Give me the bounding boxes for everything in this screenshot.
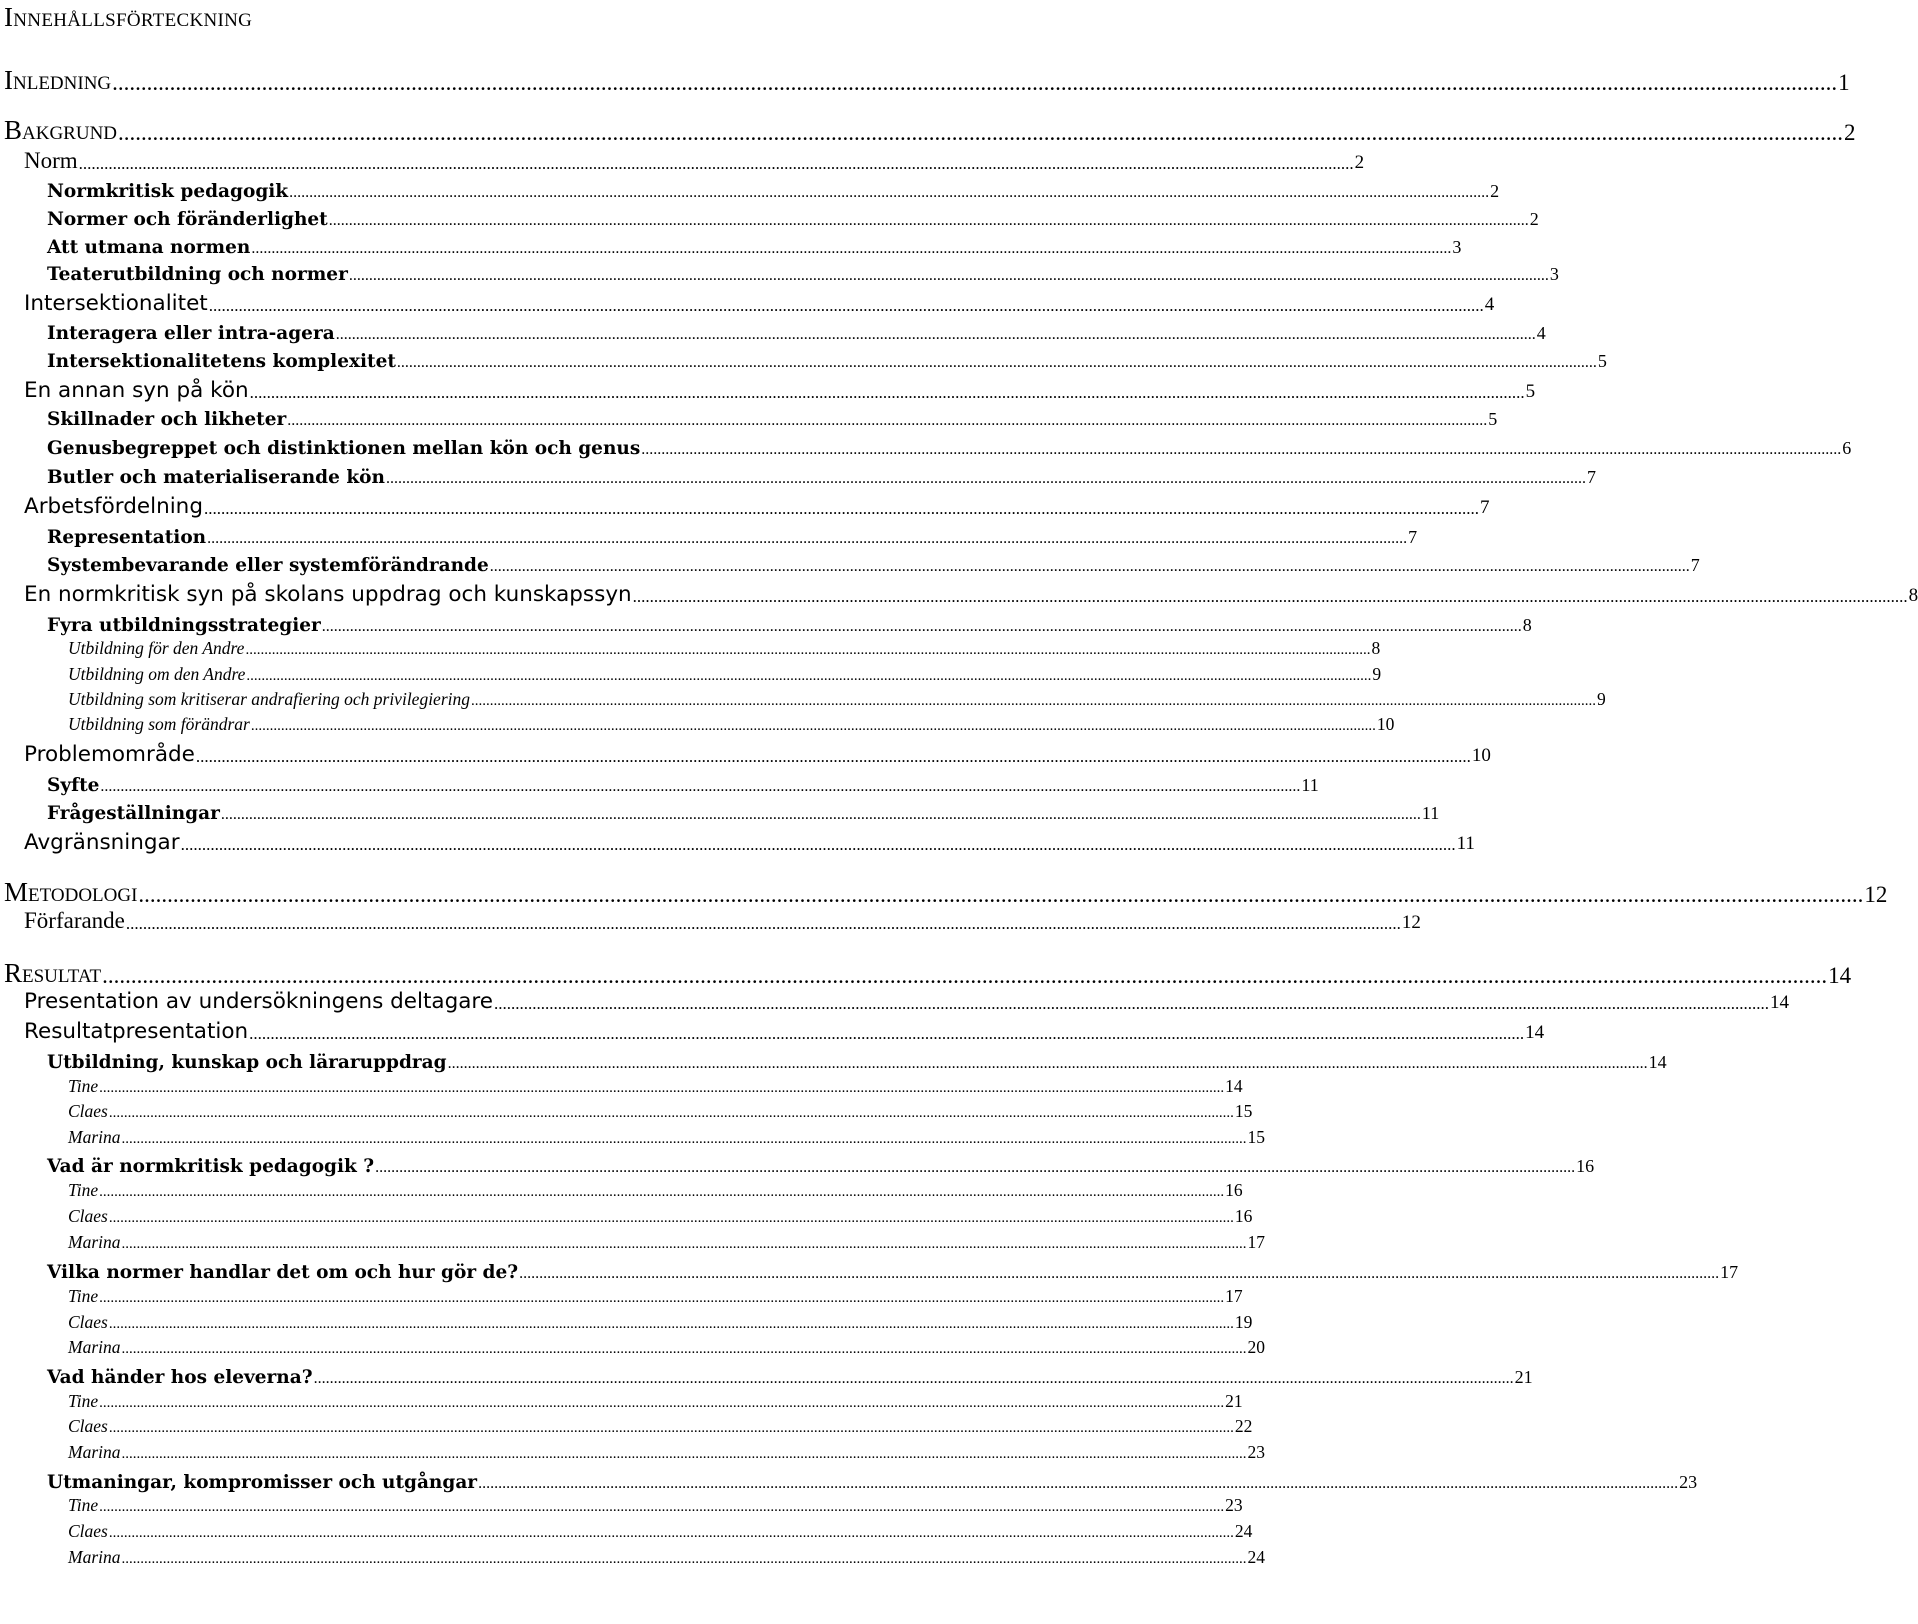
- toc-entry[interactable]: [24, 827, 1475, 855]
- toc-entry[interactable]: [68, 1415, 1253, 1437]
- toc-entry[interactable]: [47, 610, 1532, 636]
- toc-page-number: 8: [1522, 615, 1532, 635]
- toc-entry-label: Normkritisk pedagogik: [47, 181, 289, 202]
- toc-page-number: 15: [1247, 1127, 1265, 1147]
- toc-entry[interactable]: [68, 637, 1381, 659]
- toc-dot-leader: ............................................................................................................................................................................................................................................................................................................: [489, 558, 1690, 575]
- toc-page-number: 5: [1597, 351, 1607, 371]
- toc-page-number: 14: [1770, 992, 1790, 1013]
- toc-entry-label: Resultatpresentation: [24, 1019, 249, 1044]
- toc-entry[interactable]: [68, 1494, 1243, 1516]
- toc-entry[interactable]: [4, 62, 1850, 96]
- toc-page-number: 11: [1301, 775, 1319, 795]
- toc-page-number: 9: [1597, 689, 1606, 709]
- toc-entry[interactable]: [68, 663, 1382, 685]
- toc-entry[interactable]: [68, 713, 1395, 735]
- toc-entry-label: Utbildning för den Andre: [68, 638, 245, 658]
- toc-entry-label: Vad är normkritisk pedagogik ?: [47, 1156, 375, 1177]
- toc-page-number: 21: [1225, 1391, 1243, 1411]
- toc-entry-label: Frågeställningar: [47, 803, 220, 824]
- toc-entry[interactable]: [68, 1390, 1243, 1412]
- toc-entry-label: Tine: [68, 1495, 99, 1515]
- toc-page-number: 17: [1720, 1262, 1739, 1282]
- toc-entry[interactable]: [68, 1126, 1265, 1148]
- toc-dot-leader: ............................................................................................................................................................................................................................................................................................................: [195, 747, 1471, 766]
- toc-dot-leader: ............................................................................................................................................................................................................................................................................................................: [207, 530, 1408, 547]
- toc-entry-label: Marina: [68, 1337, 121, 1357]
- toc-entry-label: En normkritisk syn på skolans uppdrag och kunskapssyn: [24, 582, 632, 607]
- toc-entry[interactable]: [47, 176, 1500, 202]
- toc-dot-leader: ............................................................................................................................................................................................................................................................................................................: [249, 383, 1525, 402]
- toc-entry-label: Systembevarande eller systemförändrande: [47, 555, 489, 576]
- toc-entry[interactable]: [68, 1179, 1243, 1201]
- toc-page-number: 16: [1225, 1180, 1243, 1200]
- toc-page-number: 17: [1225, 1286, 1243, 1306]
- toc-entry-label: Vilka normer handlar det om och hur gör de?: [47, 1262, 519, 1283]
- toc-page-number: 5: [1525, 381, 1536, 402]
- toc-dot-leader: ............................................................................................................................................................................................................................................................................................................: [632, 587, 1908, 606]
- toc-dot-leader: ............................................................................................................................................................................................................................................................................................................: [100, 778, 1301, 795]
- toc-page-number: 4: [1536, 323, 1546, 343]
- toc-dot-leader: ............................................................................................................................................................................................................................................................................................................: [250, 718, 1376, 734]
- toc-dot-leader: ............................................................................................................................................................................................................................................................................................................: [203, 499, 1479, 518]
- toc-entry[interactable]: [24, 579, 1918, 607]
- toc-page-number: 8: [1371, 638, 1381, 658]
- toc-entry-label: Bakgrund: [4, 115, 118, 145]
- toc-dot-leader: ............................................................................................................................................................................................................................................................................................................: [251, 240, 1452, 257]
- toc-dot-leader: ............................................................................................................................................................................................................................................................................................................: [385, 470, 1586, 487]
- toc-entry-label: Claes: [68, 1521, 108, 1541]
- toc-entry-label: Utmaningar, kompromisser och utgångar: [47, 1472, 478, 1493]
- toc-page-number: 11: [1456, 833, 1475, 854]
- toc-entry[interactable]: [24, 739, 1491, 767]
- toc-entry-label: Förfarande: [24, 908, 125, 933]
- toc-dot-leader: ............................................................................................................................................................................................................................................................................................................: [220, 806, 1421, 823]
- toc-page-number: 15: [1234, 1101, 1253, 1121]
- toc-entry-label: Interagera eller intra-agera: [47, 323, 335, 344]
- toc-page-number: 4: [1484, 294, 1495, 315]
- toc-dot-leader: ............................................................................................................................................................................................................................................................................................................: [519, 1265, 1720, 1282]
- toc-entry[interactable]: [4, 874, 1888, 908]
- toc-entry[interactable]: [47, 770, 1319, 796]
- toc-entry-label: Syfte: [47, 775, 100, 796]
- toc-dot-leader: ............................................................................................................................................................................................................................................................................................................: [121, 1341, 1247, 1357]
- toc-page-number: 21: [1514, 1367, 1533, 1387]
- toc-page-number: 11: [1421, 803, 1440, 823]
- toc-entry[interactable]: [68, 1205, 1253, 1227]
- toc-entry-label: Marina: [68, 1127, 121, 1147]
- toc-dot-leader: ............................................................................................................................................................................................................................................................................................................: [396, 354, 1597, 371]
- toc-entry[interactable]: [4, 955, 1852, 989]
- toc-dot-leader: ............................................................................................................................................................................................................................................................................................................: [208, 296, 1484, 315]
- toc-page-number: 3: [1549, 264, 1559, 284]
- toc-entry[interactable]: [47, 1257, 1739, 1283]
- toc-entry-label: Claes: [68, 1416, 108, 1436]
- toc-entry[interactable]: [47, 1047, 1667, 1073]
- toc-entry[interactable]: [24, 1016, 1545, 1044]
- toc-entry-label: Inledning: [4, 65, 112, 95]
- toc-entry[interactable]: [24, 906, 1421, 934]
- toc-page-number: 10: [1471, 745, 1491, 766]
- toc-page-number: 2: [1354, 152, 1365, 173]
- toc-entry-label: Utbildning som kritiserar andrafiering och privilegiering: [68, 689, 470, 709]
- toc-dot-leader: ............................................................................................................................................................................................................................................................................................................: [180, 835, 1456, 854]
- toc-entry[interactable]: [68, 1311, 1253, 1333]
- toc-entry[interactable]: [47, 798, 1440, 824]
- toc-page-number: 2: [1529, 209, 1539, 229]
- toc-entry[interactable]: [68, 1336, 1265, 1358]
- toc-page-number: 16: [1234, 1206, 1253, 1226]
- toc-page-number: 8: [1908, 585, 1918, 606]
- toc-page-number: 5: [1488, 409, 1498, 429]
- toc-page-number: 24: [1247, 1547, 1265, 1567]
- toc-entry-label: Intersektionalitetens komplexitet: [47, 351, 396, 372]
- toc-dot-leader: ............................................................................................................................................................................................................................................................................................................: [78, 154, 1354, 173]
- toc-page-number: 23: [1679, 1472, 1698, 1492]
- toc-page-number: 2: [1490, 181, 1500, 201]
- toc-page-number: 14: [1648, 1052, 1667, 1072]
- toc-page-number: 12: [1401, 912, 1421, 933]
- toc-dot-leader: ............................................................................................................................................................................................................................................................................................................: [118, 120, 1844, 145]
- toc-dot-leader: ............................................................................................................................................................................................................................................................................................................: [108, 1420, 1234, 1436]
- toc-dot-leader: ............................................................................................................................................................................................................................................................................................................: [287, 412, 1488, 429]
- toc-entry-label: Avgränsningar: [24, 830, 180, 855]
- toc-page-number: 14: [1225, 1076, 1243, 1096]
- toc-entry[interactable]: [24, 986, 1790, 1014]
- toc-dot-leader: ............................................................................................................................................................................................................................................................................................................: [249, 1024, 1525, 1043]
- toc-entry-label: Resultat: [4, 958, 102, 988]
- toc-entry-label: Vad händer hos eleverna?: [47, 1367, 313, 1388]
- toc-entry[interactable]: [47, 550, 1700, 576]
- toc-entry[interactable]: [68, 1441, 1265, 1463]
- toc-dot-leader: ............................................................................................................................................................................................................................................................................................................: [245, 642, 1371, 658]
- toc-page-number: 7: [1586, 467, 1596, 487]
- toc-entry-label: Presentation av undersökningens deltagare: [24, 989, 494, 1014]
- toc-page-number: 6: [1842, 438, 1852, 458]
- toc-entry[interactable]: [47, 204, 1539, 230]
- toc-dot-leader: ............................................................................................................................................................................................................................................................................................................: [313, 1370, 1514, 1387]
- toc-page-number: 9: [1372, 664, 1382, 684]
- toc-entry-label: Butler och materialiserande kön: [47, 467, 385, 488]
- toc-dot-leader: ............................................................................................................................................................................................................................................................................................................: [447, 1055, 1648, 1072]
- toc-page-number: 7: [1408, 527, 1418, 547]
- toc-entry[interactable]: [47, 462, 1596, 488]
- toc-entry-label: Att utmana normen: [47, 237, 251, 258]
- toc-entry-label: Marina: [68, 1547, 121, 1567]
- toc-entry-label: Utbildning som förändrar: [68, 714, 250, 734]
- toc-page-number: 22: [1234, 1416, 1253, 1436]
- toc-entry[interactable]: [47, 346, 1607, 372]
- toc-page-number: 10: [1376, 714, 1395, 734]
- toc-entry-label: Intersektionalitet: [24, 291, 208, 316]
- toc-dot-leader: ............................................................................................................................................................................................................................................................................................................: [99, 1080, 1225, 1096]
- toc-entry-label: En annan syn på kön: [24, 378, 249, 403]
- toc-entry[interactable]: [47, 522, 1418, 548]
- toc-dot-leader: ............................................................................................................................................................................................................................................................................................................: [375, 1159, 1576, 1176]
- toc-entry[interactable]: [68, 1285, 1243, 1307]
- toc-dot-leader: ............................................................................................................................................................................................................................................................................................................: [125, 914, 1401, 933]
- toc-dot-leader: ............................................................................................................................................................................................................................................................................................................: [478, 1475, 1679, 1492]
- toc-entry[interactable]: [68, 688, 1606, 710]
- toc-dot-leader: ............................................................................................................................................................................................................................................................................................................: [112, 70, 1838, 95]
- toc-dot-leader: ............................................................................................................................................................................................................................................................................................................: [471, 693, 1596, 709]
- toc-entry[interactable]: [68, 1231, 1265, 1253]
- toc-entry-label: Norm: [24, 148, 78, 173]
- toc-entry[interactable]: [24, 375, 1536, 403]
- toc-entry-label: Claes: [68, 1101, 108, 1121]
- toc-entry-label: Tine: [68, 1180, 99, 1200]
- toc-page-number: 19: [1234, 1312, 1253, 1332]
- toc-entry[interactable]: [47, 232, 1462, 258]
- toc-entry-label: Skillnader och likheter: [47, 409, 287, 430]
- toc-entry-label: Metodologi: [4, 877, 138, 907]
- toc-entry[interactable]: [47, 318, 1546, 344]
- toc-entry[interactable]: [47, 433, 1852, 459]
- toc-page-number: 12: [1864, 882, 1888, 907]
- toc-dot-leader: ............................................................................................................................................................................................................................................................................................................: [321, 618, 1522, 635]
- toc-entry-label: Claes: [68, 1312, 108, 1332]
- toc-page-number: 20: [1247, 1337, 1265, 1357]
- toc-dot-leader: ............................................................................................................................................................................................................................................................................................................: [99, 1395, 1225, 1411]
- toc-entry[interactable]: [68, 1520, 1253, 1542]
- toc-entry[interactable]: [68, 1075, 1243, 1097]
- toc-dot-leader: ............................................................................................................................................................................................................................................................................................................: [121, 1446, 1247, 1462]
- toc-dot-leader: ............................................................................................................................................................................................................................................................................................................: [328, 212, 1529, 229]
- toc-entry-label: Tine: [68, 1286, 99, 1306]
- toc-entry-label: Marina: [68, 1442, 121, 1462]
- toc-page-number: 17: [1247, 1232, 1265, 1252]
- toc-entry[interactable]: [4, 112, 1856, 146]
- toc-entry[interactable]: [47, 404, 1498, 430]
- toc-entry-label: Problemområde: [24, 742, 195, 767]
- toc-page-number: 1: [1838, 70, 1850, 95]
- toc-entry[interactable]: [24, 288, 1495, 316]
- toc-page-number: 16: [1576, 1156, 1595, 1176]
- toc-dot-leader: ............................................................................................................................................................................................................................................................................................................: [102, 963, 1828, 988]
- toc-title: Innehållsförteckning: [4, 2, 253, 32]
- toc-page-number: 23: [1247, 1442, 1265, 1462]
- toc-entry[interactable]: [68, 1546, 1265, 1568]
- toc-dot-leader: ............................................................................................................................................................................................................................................................................................................: [108, 1525, 1234, 1541]
- toc-page-number: 2: [1844, 120, 1856, 145]
- toc-dot-leader: ............................................................................................................................................................................................................................................................................................................: [138, 882, 1864, 907]
- toc-entry[interactable]: [47, 1362, 1533, 1388]
- toc-entry-label: Tine: [68, 1391, 99, 1411]
- toc-entry-label: Fyra utbildningsstrategier: [47, 615, 321, 636]
- toc-dot-leader: ............................................................................................................................................................................................................................................................................................................: [121, 1551, 1247, 1567]
- toc-entry[interactable]: [24, 146, 1365, 174]
- toc-entry-label: Genusbegreppet och distinktionen mellan kön och genus: [47, 438, 641, 459]
- toc-entry-label: Claes: [68, 1206, 108, 1226]
- toc-dot-leader: ............................................................................................................................................................................................................................................................................................................: [99, 1499, 1225, 1515]
- toc-entry-label: Marina: [68, 1232, 121, 1252]
- toc-page-number: 23: [1225, 1495, 1243, 1515]
- toc-entry-label: Utbildning, kunskap och läraruppdrag: [47, 1052, 447, 1073]
- toc-entry[interactable]: [47, 1467, 1698, 1493]
- toc-dot-leader: ............................................................................................................................................................................................................................................................................................................: [99, 1290, 1225, 1306]
- toc-page-number: 7: [1690, 555, 1700, 575]
- toc-dot-leader: ............................................................................................................................................................................................................................................................................................................: [348, 267, 1549, 284]
- toc-dot-leader: ............................................................................................................................................................................................................................................................................................................: [335, 326, 1536, 343]
- toc-dot-leader: ............................................................................................................................................................................................................................................................................................................: [289, 184, 1490, 201]
- toc-dot-leader: ............................................................................................................................................................................................................................................................................................................: [108, 1105, 1234, 1121]
- toc-dot-leader: ............................................................................................................................................................................................................................................................................................................: [246, 668, 1372, 684]
- toc-entry-label: Utbildning om den Andre: [68, 664, 246, 684]
- toc-entry-label: Representation: [47, 527, 207, 548]
- toc-page-number: 14: [1828, 963, 1852, 988]
- toc-dot-leader: ............................................................................................................................................................................................................................................................................................................: [121, 1131, 1247, 1147]
- toc-page-number: 14: [1525, 1022, 1545, 1043]
- toc-entry[interactable]: [47, 1151, 1595, 1177]
- toc-dot-leader: ............................................................................................................................................................................................................................................................................................................: [121, 1236, 1247, 1252]
- toc-entry[interactable]: [24, 491, 1490, 519]
- toc-entry[interactable]: [47, 259, 1559, 285]
- toc-entry-label: Tine: [68, 1076, 99, 1096]
- toc-dot-leader: ............................................................................................................................................................................................................................................................................................................: [494, 994, 1770, 1013]
- toc-entry-label: Teaterutbildning och normer: [47, 264, 348, 285]
- toc-entry-label: Normer och föränderlighet: [47, 209, 328, 230]
- toc-page-number: 3: [1452, 237, 1462, 257]
- toc-entry[interactable]: [68, 1100, 1253, 1122]
- toc-dot-leader: ............................................................................................................................................................................................................................................................................................................: [108, 1210, 1234, 1226]
- toc-page-number: 7: [1479, 497, 1490, 518]
- toc-page-number: 24: [1234, 1521, 1253, 1541]
- toc-dot-leader: ............................................................................................................................................................................................................................................................................................................: [99, 1184, 1225, 1200]
- toc-dot-leader: ............................................................................................................................................................................................................................................................................................................: [108, 1316, 1234, 1332]
- toc-entry-label: Arbetsfördelning: [24, 494, 203, 519]
- toc-dot-leader: ............................................................................................................................................................................................................................................................................................................: [641, 441, 1842, 458]
